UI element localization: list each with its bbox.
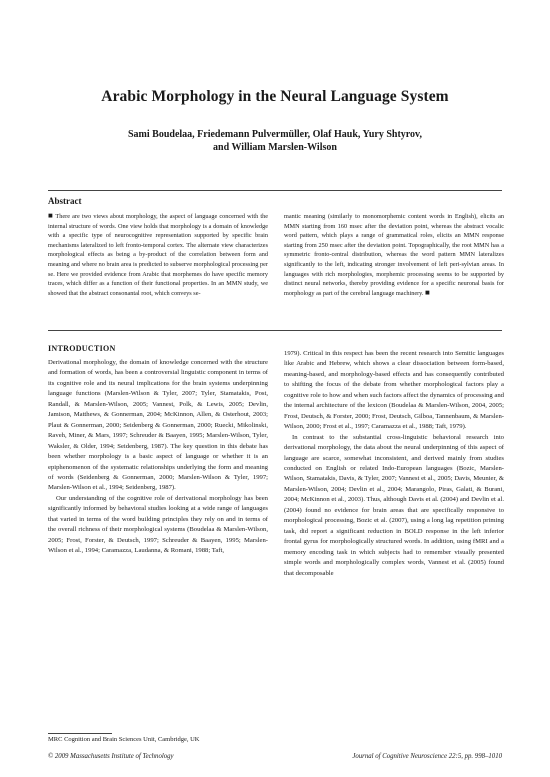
abstract-heading: Abstract: [48, 196, 82, 206]
footnote-rule: [48, 733, 112, 734]
abstract-right-text: mantic meaning (similarly to monomorphemic content words in English), elicits an MMN starting from 160 msec after the deviation point, whereas the abstract vocalic word pattern, which plays a range of grammatical roles, elicits an MMN response starting from 250 msec after the deviation point. Topographically, the root MMN has a symmetric fronto-central distribution, whereas the word pattern MMN lateralizes significantly to the left, indicating stronger involvement of left peri-sylvian areas. In languages with rich morphologies, morphemic processing seems to be supported by distinct neural networks, thereby providing evidence for a specific neuronal basis for morphology as part of the cerebral language machinery.: [284, 213, 504, 297]
copyright-notice: © 2009 Massachusetts Institute of Technology: [48, 753, 174, 760]
abstract-left-text: There are two views about morphology, the aspect of language concerned with the internal structure of words. One view holds that morphology is a domain of knowledge with a specific type of neurocognitive representation supported by specific brain mechanisms lateralized to left fronto-temporal cortex. The alternate view characterizes morphological effects as being a by-product of the correlation between form and meaning and where no brain area is predicted to subserve morphological processing per se. Here we provided evidence from Arabic that morphemes do have specific memory traces, which differ as a function of their functional properties. In an MMN study, we showed that the abstract consonantal root, which conveys se-: [48, 213, 268, 297]
abstract-right-column: [284, 212, 504, 298]
author-list: [60, 128, 490, 154]
abstract-start-square-icon: ■: [48, 211, 54, 220]
paper-title: Arabic Morphology in the Neural Language System: [101, 88, 449, 105]
section-heading-introduction: INTRODUCTION: [48, 344, 116, 353]
intro-paragraph-2: Our understanding of the cognitive role of derivational morphology has been significantly informed by behavioral studies looking at a wide range of languages that varied in terms of the word building principles they rely on and in terms of the overall richness of their morphological systems (Boudelaa & Marslen-Wilson, 2005; Frost, Forster, & Deutsch, 1997; Schreuder & Baayen, 1995; Marslen-Wilson et al., 1994; Caramazza, Laudanna, & Romani, 1988; Taft,: [48, 494, 268, 555]
body-right-column: [284, 349, 504, 579]
abstract-left-column: [48, 212, 268, 298]
author-affiliation: MRC Cognition and Brain Sciences Unit, Cambridge, UK: [48, 736, 200, 743]
authors-line-1: Sami Boudelaa, Friedemann Pulvermüller, Olaf Hauk, Yury Shtyrov,: [127, 129, 422, 140]
intro-paragraph-1: Derivational morphology, the domain of knowledge concerned with the structure and formation of words, has been a controversial linguistic component in terms of its cognitive role and its neural implications for the brain systems underpinning language functions (Marslen-Wilson & Tyler, 2007; Tyler, Stamatakis, Post, Randall, & Marslen-Wilson, 2005; Vannest, Polk, & Lewis, 2005; Devlin, Jamison, Matthews, & Gonnerman, 2004; McKinnon, Allen, & Osterhout, 2003; Plaut & Gonnerman, 2000; Seidenberg & Gonnerman, 2000; Ruecki, Mikolinski, Raveh, Miner, & Mars, 1997; Schreuder & Baayen, 1995; Marslen-Wilson, Tyler, Waksler, & Older, 1994; Seidenberg, 1987). The key question in this debate has been whether morphology is a basic aspect of language or whether it is an epiphenomenon of the systematic relationships underlying the form and meaning of words (Seidenberg & Gonnerman, 2000; Marslen-Wilson & Tyler, 1997; Marslen-Wilson et al., 1994; Seidenberg, 1987).: [48, 359, 268, 492]
intro-paragraph-2-continued: 1979). Critical in this respect has been the recent research into Semitic languages like Arabic and Hebrew, which shows a clear dissociation between form-based, meaning-based, and morphology-based effects and has consequently contributed to shifting the focus of the debate from whether morphological factors play a cognitive role to how and when such factors affect the dynamics of processing and the internal architecture of the lexicon (Boudelaa & Marslen-Wilson, 2004, 2005; Frost, Deutsch, & Forster, 2000; Frost, Deutsch, Gilboa, Tannenbaum, & Marslen-Wilson, 2000; Frost et al., 1997; Caramazza et al., 1988; Taft, 1979).: [284, 350, 504, 431]
journal-citation: Journal of Cognitive Neuroscience 22:5, pp. 998–1010: [352, 753, 502, 760]
intro-paragraph-3: In contrast to the substantial cross-linguistic behavioral research into derivational morphology, the data about the neural underpinning of this aspect of language are scarce, somewhat inconsistent, and derived mainly from studies conducted on English or related Indo-European languages (Bozic, Marslen-Wilson, Stamatakis, Davis, & Tyler, 2007; Vannest et al., 2005; Davis, Meunier, & Marslen-Wilson, 2004; Devlin et al., 2004; Marangolo, Piras, Galati, & Burani, 2004; McKinnon et al., 2003). Thus, although Davis et al. (2004) and Devlin et al. (2004) found no evidence for brain areas that are specifically responsive to morphological processing, Bozic et al. (2007), using a long lag repetition priming task, did report a significant reduction in BOLD response in the left inferior frontal gyrus for morphologically structured words. In addition, using fMRI and a memory encoding task in which subjects had to remember visually presented simple words and morphologically complex words, Vannest et al. (2005) found that decomposable: [284, 433, 504, 577]
body-left-column: [48, 358, 268, 557]
authors-line-2: and William Marslen-Wilson: [213, 142, 337, 153]
abstract-top-rule: [48, 190, 502, 191]
abstract-end-square-icon: ■: [425, 287, 430, 297]
abstract-bottom-rule: [48, 330, 502, 331]
